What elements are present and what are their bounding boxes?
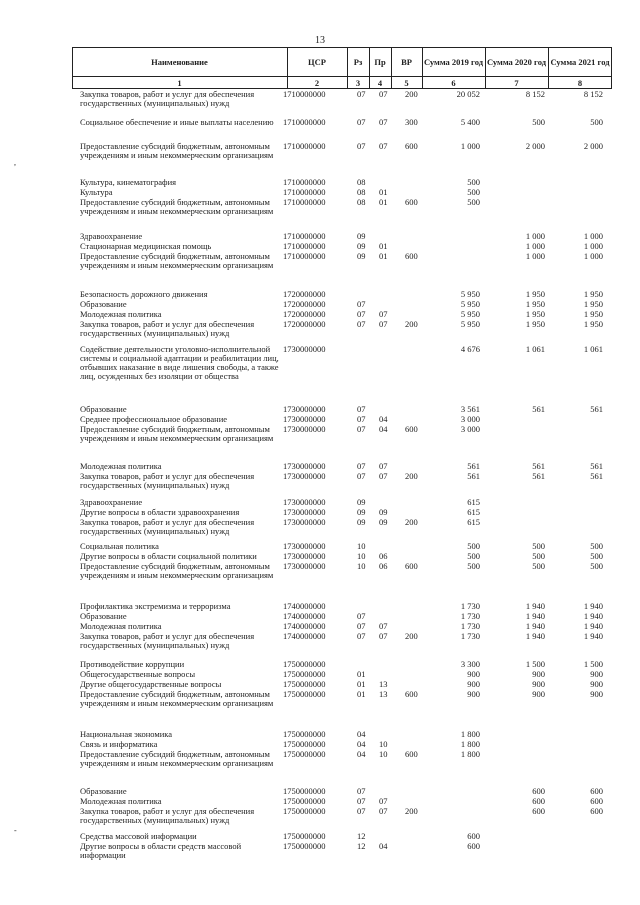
row-sum-2019: 500 bbox=[467, 197, 480, 207]
row-rz: 04 bbox=[357, 739, 366, 749]
row-pr: 07 bbox=[379, 621, 388, 631]
row-sum-2020: 561 bbox=[532, 471, 545, 481]
row-rz: 07 bbox=[357, 404, 366, 414]
row-rz: 08 bbox=[357, 187, 366, 197]
row-sum-2021: 600 bbox=[590, 806, 603, 816]
row-csr: 1740000000 bbox=[283, 621, 326, 631]
row-sum-2019: 500 bbox=[467, 551, 480, 561]
row-pr: 13 bbox=[379, 679, 388, 689]
row-name: Молодежная политика bbox=[80, 309, 162, 319]
row-sum-2019: 615 bbox=[467, 507, 480, 517]
row-name: Здравоохранение bbox=[80, 497, 143, 507]
row-sum-2021: 500 bbox=[590, 551, 603, 561]
col-num-6: 6 bbox=[451, 78, 456, 88]
row-csr: 1750000000 bbox=[283, 841, 326, 851]
row-sum-2019: 4 676 bbox=[460, 344, 480, 354]
row-sum-2019: 3 561 bbox=[460, 404, 480, 414]
row-name: Другие вопросы в области социальной политики bbox=[80, 551, 257, 561]
row-sum-2020: 900 bbox=[532, 689, 545, 699]
row-vr: 200 bbox=[405, 806, 418, 816]
row-sum-2021: 1 061 bbox=[583, 344, 603, 354]
row-pr: 07 bbox=[379, 461, 388, 471]
row-sum-2021: 1 950 bbox=[583, 309, 603, 319]
row-sum-2020: 500 bbox=[532, 551, 545, 561]
row-sum-2019: 500 bbox=[467, 177, 480, 187]
row-sum-2021: 500 bbox=[590, 561, 603, 571]
row-sum-2021: 1 500 bbox=[583, 659, 603, 669]
row-name: Закупка товаров, работ и услуг для обеспечения государственных (муниципальных) нужд bbox=[80, 631, 255, 650]
row-csr: 1710000000 bbox=[283, 177, 326, 187]
row-rz: 07 bbox=[357, 471, 366, 481]
row-pr: 01 bbox=[379, 187, 388, 197]
row-csr: 1750000000 bbox=[283, 729, 326, 739]
row-sum-2021: 561 bbox=[590, 461, 603, 471]
row-csr: 1750000000 bbox=[283, 831, 326, 841]
row-sum-2019: 3 000 bbox=[460, 414, 480, 424]
row-name: Предоставление субсидий бюджетным, автономным учреждениям и иным некоммерческим организациям bbox=[80, 749, 274, 768]
row-csr: 1750000000 bbox=[283, 749, 326, 759]
row-rz: 09 bbox=[357, 241, 366, 251]
row-name: Молодежная политика bbox=[80, 621, 162, 631]
row-rz: 10 bbox=[357, 541, 366, 551]
row-vr: 600 bbox=[405, 749, 418, 759]
row-name: Молодежная политика bbox=[80, 461, 162, 471]
row-sum-2020: 1 000 bbox=[525, 231, 545, 241]
table-header bbox=[72, 47, 612, 89]
row-rz: 07 bbox=[357, 786, 366, 796]
row-rz: 07 bbox=[357, 806, 366, 816]
row-name: Социальная политика bbox=[80, 541, 159, 551]
header-sum-2019: Сумма 2019 год bbox=[423, 56, 484, 67]
row-sum-2021: 900 bbox=[590, 689, 603, 699]
row-pr: 07 bbox=[379, 319, 388, 329]
header-vr: ВР bbox=[401, 56, 412, 67]
row-sum-2019: 1 730 bbox=[460, 601, 480, 611]
row-vr: 300 bbox=[405, 117, 418, 127]
row-sum-2021: 1 940 bbox=[583, 611, 603, 621]
row-rz: 01 bbox=[357, 679, 366, 689]
row-csr: 1730000000 bbox=[283, 561, 326, 571]
row-rz: 01 bbox=[357, 669, 366, 679]
row-sum-2020: 600 bbox=[532, 796, 545, 806]
row-sum-2019: 600 bbox=[467, 841, 480, 851]
row-sum-2021: 600 bbox=[590, 786, 603, 796]
col-num-7: 7 bbox=[514, 78, 519, 88]
row-name: Предоставление субсидий бюджетным, автономным учреждениям и иным некоммерческим организациям bbox=[80, 251, 274, 270]
row-name: Закупка товаров, работ и услуг для обеспечения государственных (муниципальных) нужд bbox=[80, 517, 255, 536]
row-pr: 06 bbox=[379, 551, 388, 561]
row-name: Стационарная медицинская помощь bbox=[80, 241, 212, 251]
row-rz: 09 bbox=[357, 517, 366, 527]
col-border bbox=[72, 48, 73, 88]
row-rz: 10 bbox=[357, 551, 366, 561]
row-sum-2021: 561 bbox=[590, 404, 603, 414]
row-name: Закупка товаров, работ и услуг для обеспечения государственных (муниципальных) нужд bbox=[80, 319, 255, 338]
row-sum-2019: 5 950 bbox=[460, 289, 480, 299]
row-csr: 1730000000 bbox=[283, 424, 326, 434]
row-name: Предоставление субсидий бюджетным, автономным учреждениям и иным некоммерческим организациям bbox=[80, 197, 274, 216]
row-csr: 1740000000 bbox=[283, 631, 326, 641]
row-name: Профилактика экстремизма и терроризма bbox=[80, 601, 231, 611]
row-sum-2019: 561 bbox=[467, 461, 480, 471]
row-sum-2019: 500 bbox=[467, 187, 480, 197]
header-rz: Рз bbox=[353, 56, 363, 67]
row-sum-2020: 1 940 bbox=[525, 601, 545, 611]
row-sum-2020: 1 500 bbox=[525, 659, 545, 669]
row-pr: 10 bbox=[379, 749, 388, 759]
row-rz: 12 bbox=[357, 831, 366, 841]
row-name: Образование bbox=[80, 299, 127, 309]
row-rz: 07 bbox=[357, 414, 366, 424]
row-sum-2019: 615 bbox=[467, 497, 480, 507]
row-name: Среднее профессиональное образование bbox=[80, 414, 228, 424]
row-rz: 10 bbox=[357, 561, 366, 571]
row-sum-2021: 8 152 bbox=[583, 89, 603, 99]
row-rz: 07 bbox=[357, 611, 366, 621]
row-csr: 1710000000 bbox=[283, 251, 326, 261]
row-csr: 1740000000 bbox=[283, 601, 326, 611]
header-divider bbox=[72, 76, 612, 77]
row-csr: 1710000000 bbox=[283, 141, 326, 151]
header-name: Наименование bbox=[151, 56, 208, 67]
row-csr: 1750000000 bbox=[283, 659, 326, 669]
row-sum-2019: 900 bbox=[467, 679, 480, 689]
row-name: Общегосударственные вопросы bbox=[80, 669, 196, 679]
col-num-3: 3 bbox=[355, 78, 361, 88]
row-csr: 1730000000 bbox=[283, 404, 326, 414]
row-rz: 08 bbox=[357, 197, 366, 207]
row-csr: 1730000000 bbox=[283, 344, 326, 354]
header-csr: ЦСР bbox=[308, 56, 326, 67]
col-num-5: 5 bbox=[404, 78, 409, 88]
row-name: Образование bbox=[80, 404, 127, 414]
row-vr: 200 bbox=[405, 517, 418, 527]
row-sum-2020: 1 940 bbox=[525, 631, 545, 641]
row-rz: 04 bbox=[357, 729, 366, 739]
row-name: Другие вопросы в области средств массовой информации bbox=[80, 841, 242, 860]
row-sum-2020: 500 bbox=[532, 117, 545, 127]
row-sum-2021: 500 bbox=[590, 117, 603, 127]
row-vr: 200 bbox=[405, 319, 418, 329]
row-rz: 07 bbox=[357, 621, 366, 631]
row-name: Предоставление субсидий бюджетным, автономным учреждениям и иным некоммерческим организациям bbox=[80, 561, 274, 580]
row-sum-2021: 1 950 bbox=[583, 289, 603, 299]
row-sum-2021: 561 bbox=[590, 471, 603, 481]
row-sum-2019: 5 950 bbox=[460, 299, 480, 309]
row-sum-2020: 900 bbox=[532, 679, 545, 689]
col-border bbox=[611, 48, 612, 88]
row-sum-2021: 500 bbox=[590, 541, 603, 551]
header-sum-2020: Сумма 2020 год bbox=[486, 56, 547, 67]
col-border bbox=[548, 48, 549, 88]
row-sum-2019: 1 800 bbox=[460, 729, 480, 739]
row-csr: 1730000000 bbox=[283, 541, 326, 551]
row-rz: 01 bbox=[357, 689, 366, 699]
row-pr: 06 bbox=[379, 561, 388, 571]
row-pr: 07 bbox=[379, 117, 388, 127]
row-rz: 12 bbox=[357, 841, 366, 851]
row-name: Предоставление субсидий бюджетным, автономным учреждениям и иным некоммерческим организациям bbox=[80, 141, 274, 160]
row-sum-2019: 1 730 bbox=[460, 631, 480, 641]
row-sum-2020: 500 bbox=[532, 541, 545, 551]
row-pr: 07 bbox=[379, 631, 388, 641]
row-vr: 600 bbox=[405, 141, 418, 151]
row-name: Средства массовой информации bbox=[80, 831, 197, 841]
row-sum-2020: 1 940 bbox=[525, 621, 545, 631]
row-sum-2021: 2 000 bbox=[583, 141, 603, 151]
row-sum-2019: 900 bbox=[467, 669, 480, 679]
table-body bbox=[0, 90, 640, 890]
row-sum-2019: 500 bbox=[467, 561, 480, 571]
row-vr: 600 bbox=[405, 251, 418, 261]
row-sum-2020: 561 bbox=[532, 404, 545, 414]
row-vr: 600 bbox=[405, 689, 418, 699]
row-pr: 10 bbox=[379, 739, 388, 749]
row-csr: 1750000000 bbox=[283, 689, 326, 699]
row-rz: 09 bbox=[357, 251, 366, 261]
col-border bbox=[391, 48, 392, 88]
row-sum-2020: 600 bbox=[532, 786, 545, 796]
row-sum-2021: 1 000 bbox=[583, 231, 603, 241]
row-sum-2020: 1 950 bbox=[525, 299, 545, 309]
row-name: Молодежная политика bbox=[80, 796, 162, 806]
row-pr: 13 bbox=[379, 689, 388, 699]
row-pr: 04 bbox=[379, 424, 388, 434]
row-pr: 07 bbox=[379, 806, 388, 816]
row-csr: 1710000000 bbox=[283, 241, 326, 251]
row-rz: 07 bbox=[357, 141, 366, 151]
row-name: Культура, кинематография bbox=[80, 177, 177, 187]
row-csr: 1750000000 bbox=[283, 806, 326, 816]
row-sum-2020: 1 950 bbox=[525, 289, 545, 299]
row-csr: 1730000000 bbox=[283, 551, 326, 561]
row-sum-2020: 1 950 bbox=[525, 309, 545, 319]
row-csr: 1720000000 bbox=[283, 309, 326, 319]
col-num-2: 2 bbox=[314, 78, 320, 88]
row-sum-2021: 600 bbox=[590, 796, 603, 806]
row-sum-2020: 561 bbox=[532, 461, 545, 471]
row-csr: 1740000000 bbox=[283, 611, 326, 621]
row-name: Национальная экономика bbox=[80, 729, 173, 739]
row-pr: 04 bbox=[379, 414, 388, 424]
row-pr: 09 bbox=[379, 507, 388, 517]
row-csr: 1720000000 bbox=[283, 299, 326, 309]
row-name: Образование bbox=[80, 786, 127, 796]
row-name: Предоставление субсидий бюджетным, автономным учреждениям и иным некоммерческим организациям bbox=[80, 689, 274, 708]
row-pr: 01 bbox=[379, 197, 388, 207]
row-name: Закупка товаров, работ и услуг для обеспечения государственных (муниципальных) нужд bbox=[80, 806, 255, 825]
row-name: Социальное обеспечение и иные выплаты населению bbox=[80, 117, 274, 127]
row-pr: 01 bbox=[379, 241, 388, 251]
row-csr: 1730000000 bbox=[283, 497, 326, 507]
col-border bbox=[369, 48, 370, 88]
row-csr: 1730000000 bbox=[283, 471, 326, 481]
row-name: Другие вопросы в области здравоохранения bbox=[80, 507, 240, 517]
row-csr: 1730000000 bbox=[283, 517, 326, 527]
row-sum-2019: 5 950 bbox=[460, 309, 480, 319]
row-sum-2019: 1 730 bbox=[460, 621, 480, 631]
row-vr: 200 bbox=[405, 631, 418, 641]
row-pr: 09 bbox=[379, 517, 388, 527]
col-num-1: 1 bbox=[177, 78, 182, 88]
row-sum-2019: 561 bbox=[467, 471, 480, 481]
row-rz: 07 bbox=[357, 631, 366, 641]
row-csr: 1750000000 bbox=[283, 679, 326, 689]
row-sum-2019: 3 300 bbox=[460, 659, 480, 669]
col-border bbox=[422, 48, 423, 88]
header-sum-2021: Сумма 2021 год bbox=[550, 56, 610, 67]
row-sum-2021: 1 000 bbox=[583, 241, 603, 251]
row-name: Культура bbox=[80, 187, 113, 197]
row-sum-2021: 1 940 bbox=[583, 631, 603, 641]
row-csr: 1730000000 bbox=[283, 414, 326, 424]
row-sum-2019: 1 800 bbox=[460, 739, 480, 749]
row-csr: 1750000000 bbox=[283, 739, 326, 749]
row-pr: 07 bbox=[379, 141, 388, 151]
row-rz: 07 bbox=[357, 796, 366, 806]
row-sum-2020: 2 000 bbox=[525, 141, 545, 151]
row-sum-2020: 600 bbox=[532, 806, 545, 816]
row-sum-2020: 1 000 bbox=[525, 251, 545, 261]
row-sum-2020: 8 152 bbox=[525, 89, 545, 99]
row-rz: 07 bbox=[357, 424, 366, 434]
row-name: Предоставление субсидий бюджетным, автономным учреждениям и иным некоммерческим организациям bbox=[80, 424, 274, 443]
row-sum-2021: 900 bbox=[590, 679, 603, 689]
row-csr: 1720000000 bbox=[283, 319, 326, 329]
row-rz: 09 bbox=[357, 497, 366, 507]
row-rz: 07 bbox=[357, 299, 366, 309]
row-csr: 1750000000 bbox=[283, 796, 326, 806]
row-sum-2021: 1 940 bbox=[583, 621, 603, 631]
row-vr: 600 bbox=[405, 561, 418, 571]
row-sum-2021: 900 bbox=[590, 669, 603, 679]
row-pr: 07 bbox=[379, 796, 388, 806]
row-csr: 1730000000 bbox=[283, 461, 326, 471]
row-csr: 1710000000 bbox=[283, 117, 326, 127]
row-sum-2019: 5 400 bbox=[460, 117, 480, 127]
header-pr: Пр bbox=[374, 56, 386, 67]
row-sum-2020: 1 950 bbox=[525, 319, 545, 329]
row-rz: 09 bbox=[357, 231, 366, 241]
row-sum-2020: 1 940 bbox=[525, 611, 545, 621]
row-name: Безопасность дорожного движения bbox=[80, 289, 208, 299]
row-pr: 07 bbox=[379, 89, 388, 99]
row-rz: 07 bbox=[357, 309, 366, 319]
row-sum-2020: 1 000 bbox=[525, 241, 545, 251]
row-name: Закупка товаров, работ и услуг для обеспечения государственных (муниципальных) нужд bbox=[80, 471, 255, 490]
row-sum-2020: 900 bbox=[532, 669, 545, 679]
row-name: Закупка товаров, работ и услуг для обеспечения государственных (муниципальных) нужд bbox=[80, 89, 255, 108]
row-sum-2019: 1 800 bbox=[460, 749, 480, 759]
row-csr: 1710000000 bbox=[283, 197, 326, 207]
row-vr: 600 bbox=[405, 197, 418, 207]
page-number: 13 bbox=[315, 35, 325, 46]
row-vr: 200 bbox=[405, 89, 418, 99]
margin-mark: - bbox=[14, 826, 17, 835]
row-pr: 01 bbox=[379, 251, 388, 261]
row-sum-2019: 900 bbox=[467, 689, 480, 699]
row-sum-2019: 600 bbox=[467, 831, 480, 841]
row-csr: 1710000000 bbox=[283, 231, 326, 241]
row-sum-2019: 20 052 bbox=[456, 89, 480, 99]
row-name: Другие общегосударственные вопросы bbox=[80, 679, 222, 689]
row-csr: 1750000000 bbox=[283, 669, 326, 679]
row-sum-2019: 1 730 bbox=[460, 611, 480, 621]
row-csr: 1750000000 bbox=[283, 786, 326, 796]
row-pr: 07 bbox=[379, 309, 388, 319]
margin-mark: , bbox=[14, 158, 16, 167]
row-name: Содействие деятельности уголовно-исполнительной системы и социальной адаптации и реабилитации лиц, отбывших наказание в виде лишения свободы, а также лиц, осужденных без изоляции от общества bbox=[80, 344, 279, 381]
row-sum-2019: 615 bbox=[467, 517, 480, 527]
row-csr: 1720000000 bbox=[283, 289, 326, 299]
row-sum-2021: 1 950 bbox=[583, 319, 603, 329]
row-sum-2021: 1 940 bbox=[583, 601, 603, 611]
col-border bbox=[347, 48, 348, 88]
row-rz: 09 bbox=[357, 507, 366, 517]
row-sum-2019: 500 bbox=[467, 541, 480, 551]
row-sum-2019: 5 950 bbox=[460, 319, 480, 329]
row-rz: 08 bbox=[357, 177, 366, 187]
row-rz: 07 bbox=[357, 461, 366, 471]
row-name: Здравоохранение bbox=[80, 231, 143, 241]
row-sum-2019: 1 000 bbox=[460, 141, 480, 151]
row-sum-2021: 1 000 bbox=[583, 251, 603, 261]
row-sum-2020: 500 bbox=[532, 561, 545, 571]
row-pr: 07 bbox=[379, 471, 388, 481]
row-rz: 04 bbox=[357, 749, 366, 759]
row-rz: 07 bbox=[357, 319, 366, 329]
row-rz: 07 bbox=[357, 89, 366, 99]
col-num-4: 4 bbox=[377, 78, 383, 88]
row-csr: 1710000000 bbox=[283, 187, 326, 197]
row-vr: 600 bbox=[405, 424, 418, 434]
row-csr: 1730000000 bbox=[283, 507, 326, 517]
row-vr: 200 bbox=[405, 471, 418, 481]
col-border bbox=[287, 48, 288, 88]
row-sum-2019: 3 000 bbox=[460, 424, 480, 434]
row-name: Связь и информатика bbox=[80, 739, 158, 749]
row-rz: 07 bbox=[357, 117, 366, 127]
row-name: Противодействие коррупции bbox=[80, 659, 185, 669]
row-csr: 1710000000 bbox=[283, 89, 326, 99]
col-num-8: 8 bbox=[577, 78, 583, 88]
row-pr: 04 bbox=[379, 841, 388, 851]
row-name: Образование bbox=[80, 611, 127, 621]
row-sum-2021: 1 950 bbox=[583, 299, 603, 309]
row-sum-2020: 1 061 bbox=[525, 344, 545, 354]
col-border bbox=[485, 48, 486, 88]
